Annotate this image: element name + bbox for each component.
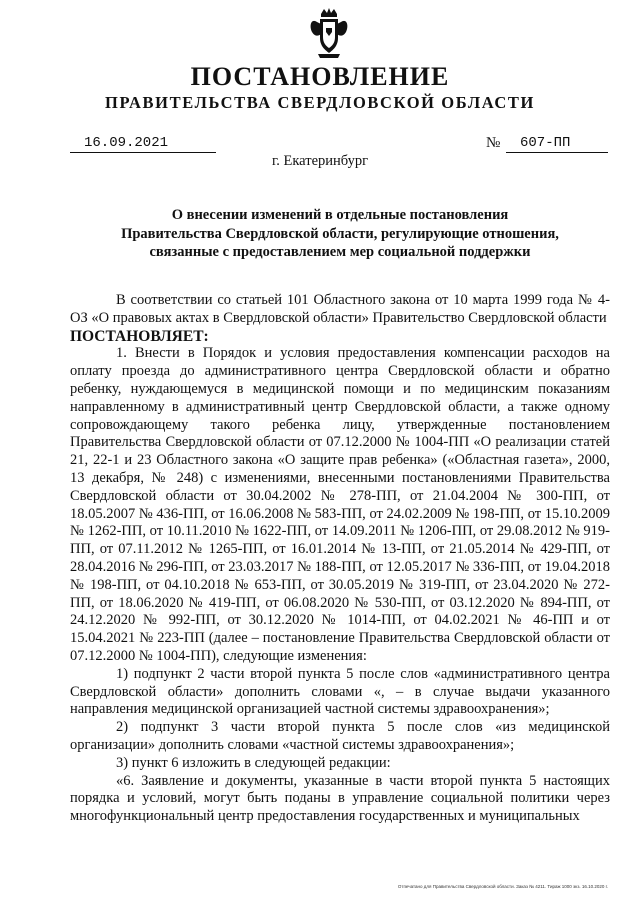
preamble-paragraph: В соответствии со статьей 101 Областного закона от 10 марта 1999 года № 4-ОЗ «О правовых актах в Свердловской области» Правительство Свердловской области (70, 292, 610, 326)
print-imprint: Отпечатано для Правительства Свердловской области. Заказ № 4211. Тираж 1000 экз. 16.10.2020 г. (397, 884, 608, 889)
document-body (70, 292, 610, 826)
subitem-1-paragraph: 1) подпункт 2 части второй пункта 5 после слов «административного центра Свердловской области» дополнить словами «, – в случае выдачи указанного направления медицинской организацией частной системы здравоохранения»; (70, 665, 610, 718)
subitem-3-paragraph: 3) пункт 6 изложить в следующей редакции: (116, 754, 391, 771)
quoted-paragraph: «6. Заявление и документы, указанные в части второй пункта 5 настоящих порядка и условий, могут быть поданы в управление социальной политики через многофункциональный центр предоставления государственных и муниципальных (70, 772, 610, 825)
issuer-title: ПРАВИТЕЛЬСТВА СВЕРДЛОВСКОЙ ОБЛАСТИ (105, 93, 535, 112)
city: г. Екатеринбург (271, 153, 369, 169)
document-title: ПОСТАНОВЛЕНИЕ (190, 62, 450, 91)
subitem-2-paragraph: 2) подпункт 3 части второй пункта 5 после слов «из медицинской организации» дополнить словами «частной системы здравоохранения»; (70, 719, 610, 753)
subject-line: Правительства Свердловской области, регулирующие отношения, (121, 225, 559, 242)
document-date: 16.09.2021 (70, 134, 216, 153)
item-1-paragraph: 1. Внести в Порядок и условия предоставления компенсации расходов на оплату проезда до административного центра Свердловской области и обратно ребенку, нуждающемуся в медицинской помощи и по медицинским показаниям направленному в административный центр Свердловской области, а также одному сопровождающему такого ребенка лицу, утвержденные постановлением Правительства Свердловской области от 07.12.2000 № 1004-ПП «О реализации статей 21, 22-1 и 23 Областного закона «О защите прав ребенка» («Областная газета», 2000, 13 декабря, № 248) с изменениями, внесенными постановлениями Правительства Свердловской области от 30.04.2002 № 278-ПП, от 21.04.2004 № 300-ПП, от 18.05.2007 № 436-ПП, от 16.06.2008 № 583-ПП, от 24.02.2009 № 198-ПП, от 15.10.2009 № 1262-ПП, от 10.11.2010 № 1622-ПП, от 14.09.2011 № 1206-ПП, от 29.08.2012 № 919-ПП, от 07.11.2012 № 1265-ПП, от 16.01.2014 № 13-ПП, от 21.05.2014 № 429-ПП, от 28.04.2016 № 296-ПП, от 23.03.2017 № 188-ПП, от 12.05.2017 № 336-ПП, от 19.04.2018 № 198-ПП, от 04.10.2018 № 653-ПП, от 30.05.2019 № 319-ПП, от 23.04.2020 № 272-ПП, от 18.06.2020 № 419-ПП, от 06.08.2020 № 530-ПП, от 03.12.2020 № 894-ПП, от 24.12.2020 № 992-ПП, от 30.12.2020 № 1014-ПП, от 04.02.2021 № 46-ПП и от 15.04.2021 № 223-ПП (далее – постановление Правительства Свердловской области от 07.12.2000 № 1004-ПП), следующие изменения: (70, 345, 610, 664)
subject-line: связанные с предоставлением мер социальной поддержки (149, 244, 531, 260)
subject-line: О внесении изменений в отдельные постановления (171, 207, 509, 223)
number-label: № (486, 135, 501, 151)
document-subject (100, 206, 580, 262)
coat-of-arms-icon (309, 8, 349, 60)
resolve-heading: ПОСТАНОВЛЯЕТ: (70, 327, 209, 345)
document-number: 607-ПП (506, 134, 608, 153)
